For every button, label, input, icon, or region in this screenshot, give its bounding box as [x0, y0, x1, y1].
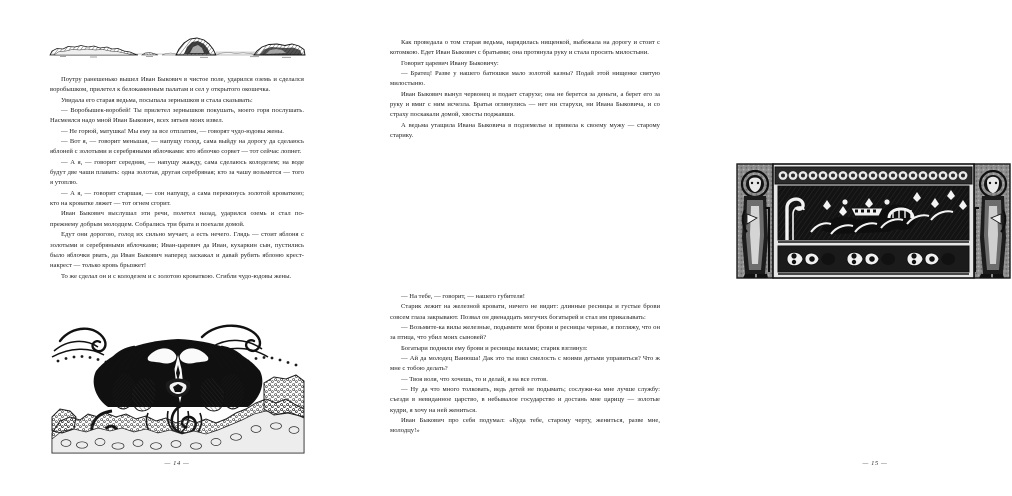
paragraph: — На тебе, — говорит, — нашего губителя! — [401, 293, 525, 300]
page-number-right: — 15 — — [862, 460, 888, 467]
paragraph: — Твоя воля, что хочешь, то и делай, я на все готов. — [401, 375, 548, 383]
paragraph: Иван Быкович выслушал эти речи, полетел назад, ударился оземь и стал по-прежнему добрым молодцем. Собрались три брата и поехали домой. — [50, 210, 304, 228]
paragraph: Едут они дорогою, голод их сильно мучает, а есть нечего. Глядь — стоит яблоня с золотыми и серебряными яблочками; Иван-царевич да Иван, кухаркин сын, пустились было яблочки рвать, да Иван Быкович наперед заскакал и давай рубить яблоню крест-накрест — только кровь брызжет! — [50, 231, 304, 270]
paragraph: А ведьма утащила Ивана Быковича в подземелье и привела к своему мужу — старому старику. — [390, 121, 660, 140]
left-page — [0, 0, 350, 496]
paragraph: — Братец! Разве у нашего батюшки мало золотой казны? Подай этой нищенке святую милостыню. — [390, 70, 660, 88]
paragraph: — Не горюй, матушка! Мы ему за все отплатим, — говорят чудо-юдовы жены. — [61, 127, 284, 135]
paragraph: — А я, — говорит старшая, — сон напущу, а сама перекинусь золотой кроваткою; кто на кроватке ляжет — тот огнем сгорит. — [50, 189, 304, 208]
right-page-upper-text-column — [390, 38, 660, 141]
paragraph: — Вот я, — говорит меньшая, — напущу голод, сама выйду на дорогу да сделаюсь яблоней с золотыми и серебряными яблочками: кто яблочко сорвет — тот сейчас лопнет. — [50, 138, 304, 156]
framed-scene-vignette-illustration — [735, 162, 1012, 284]
paragraph: — Ну да что много толковать, ведь детей не подымать; сослужи-ка мне лучше службу: съезди в невиданное царство, в небывалое государство и достань мне царицу — золотые кудри, я хочу на ней жениться. — [390, 386, 660, 414]
paragraph: Старик лежит на железной кровати, ничего не видит: длинные ресницы и густые брови совсем глаза закрывают. Позвал он двенадцать могучих богатырей и стал им приказывать: — [390, 303, 660, 321]
left-page-text-column — [50, 75, 304, 282]
right-page-lower-text-column — [390, 292, 660, 437]
paragraph: Иван Быкович вынул червонец и подает старухе; она не берется за деньги, а берет его за руку и вмиг с ним исчезла. Братья оглянулись — нет ни старухи, ни Ивана Быковича, и со страху поскакали домой, хвосты поджавши. — [390, 90, 660, 119]
paragraph: Поутру ранешенько вышел Иван Быкович в чистое поле, ударился оземь и сделался воробышком, прилетел к белокаменным палатам и сел у открытого окошечка. — [50, 76, 304, 94]
paragraph: — Воробышек-воробей! Ты прилетел зернышков покушать, моего горя послушать. Насмеялся надо мной Иван Быкович, всех зятьев моих извел. — [50, 107, 304, 125]
paragraph: Иван Быкович про себя подумал: «Куда тебе, старому черту, жениться, разве мне, молодцу!» — [390, 417, 660, 435]
paragraph: — Возьмите-ка вилы железные, подымите мои брови и ресницы черные, я погляжу, что он за птица, что убил моих сыновей? — [390, 324, 660, 342]
paragraph: Богатыри подняли ему брови и ресницы вилами; старик взглянул: — [401, 344, 588, 352]
paragraph: — Ай да молодец Ванюша! Дак это ты взял смелость с моими детьми управиться? Что ж мне с тобою делать? — [390, 355, 660, 373]
monster-vignette-svg — [52, 313, 304, 453]
right-page — [350, 0, 888, 496]
page-number-left: — 14 — — [164, 460, 190, 467]
paragraph: Увидала его старая ведьма, посыпала зернышков и стала сказывать: — [61, 96, 253, 104]
underground-monster-vignette-illustration — [52, 313, 304, 453]
paragraph: Говорит царевич Ивану Быковичу: — [401, 59, 499, 67]
paragraph: То же сделал он и с колодезем и с золотою кроваткою. Сгибли чудо-юдовы жены. — [61, 272, 292, 280]
rocky-landscape-svg — [50, 30, 305, 60]
paragraph: — А я, — говорит середняя, — напущу жажду, сама сделаюсь колодезем; на воде будут две чаши плавать: одна золотая, другая серебряная; кто за чашу возьмется — того я утоплю. — [50, 158, 304, 187]
framed-scene-svg — [735, 162, 1012, 284]
rocky-landscape-vignette-illustration — [50, 30, 305, 60]
paragraph: Как проведала о том старая ведьма, нарядилась нищенкой, выбежала на дорогу и стоит с котомкою. Едет Иван Быкович с братьями; она протянула руку и стала просить милостыни. — [390, 39, 660, 57]
